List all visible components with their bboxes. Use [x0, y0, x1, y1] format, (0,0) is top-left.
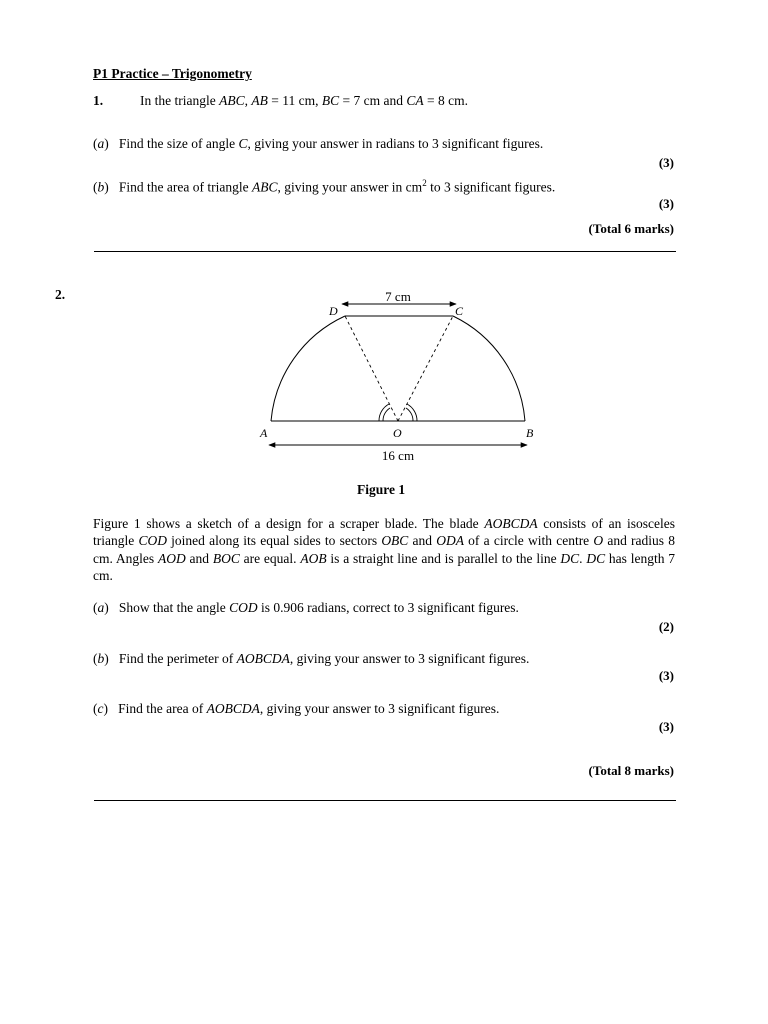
- label-c: C: [455, 304, 464, 318]
- figure-caption: Figure 1: [357, 482, 406, 497]
- divider-1: [94, 251, 676, 252]
- arc-bc: [453, 316, 525, 421]
- question-2-total: (Total 8 marks): [588, 763, 674, 778]
- question-1-part-b-marks: (3): [658, 196, 674, 211]
- label-d: D: [329, 304, 338, 318]
- radius-od: [345, 316, 398, 421]
- question-2-part-b-marks: (3): [658, 668, 674, 683]
- angle-mark-boc: [406, 408, 413, 421]
- question-2-part-b: (b) Find the perimeter of AOBCDA, giving your answer to 3 significant figures.: [93, 651, 530, 666]
- figure-1-diagram: [250, 285, 540, 470]
- arc-ad: [271, 316, 345, 421]
- angle-mark-boc-2: [407, 404, 417, 421]
- label-top-length: 7 cm: [385, 289, 411, 304]
- divider-2: [94, 800, 676, 801]
- question-1-part-a-marks: (3): [658, 155, 674, 170]
- question-1-part-b: (b) Find the area of triangle ABC, giving your answer in $cm^2$ to 3 significant figures.: [93, 178, 556, 195]
- question-1-number: 1.: [93, 93, 104, 108]
- question-1-part-a: (a) Find the size of angle C, giving your answer in radians to 3 significant figures.: [93, 136, 544, 151]
- angle-mark-aod: [383, 408, 390, 421]
- question-2-part-a-marks: (2): [658, 619, 674, 634]
- angle-mark-aod-2: [379, 404, 389, 421]
- question-2-part-c: (c) Find the area of AOBCDA, giving your answer to 3 significant figures.: [93, 701, 500, 716]
- question-1-stem: In the triangle ABC, AB = 11 cm, BC = 7 cm and CA = 8 cm.: [140, 93, 468, 108]
- radius-oc: [398, 316, 453, 421]
- label-b: B: [526, 426, 534, 440]
- label-o: O: [393, 426, 402, 440]
- question-2-number: 2.: [55, 287, 66, 302]
- page-title: P1 Practice – Trigonometry: [93, 66, 252, 81]
- question-2-description: Figure 1 shows a sketch of a design for a scraper blade. The blade AOBCDA consists of an isosceles triangle COD joined along its equal sides to sectors OBC and ODA of a circle with centre O and radius 8 cm. Angles AOD and BOC are equal. AOB is a straight line and is parallel to the line DC. DC has length 7 cm.: [93, 516, 675, 584]
- label-base-length: 16 cm: [381, 448, 415, 463]
- question-2-part-a: (a) Show that the angle COD is 0.906 radians, correct to 3 significant figures.: [93, 600, 519, 615]
- question-1-total: (Total 6 marks): [588, 221, 674, 236]
- label-a: A: [260, 426, 268, 440]
- question-2-part-c-marks: (3): [658, 719, 674, 734]
